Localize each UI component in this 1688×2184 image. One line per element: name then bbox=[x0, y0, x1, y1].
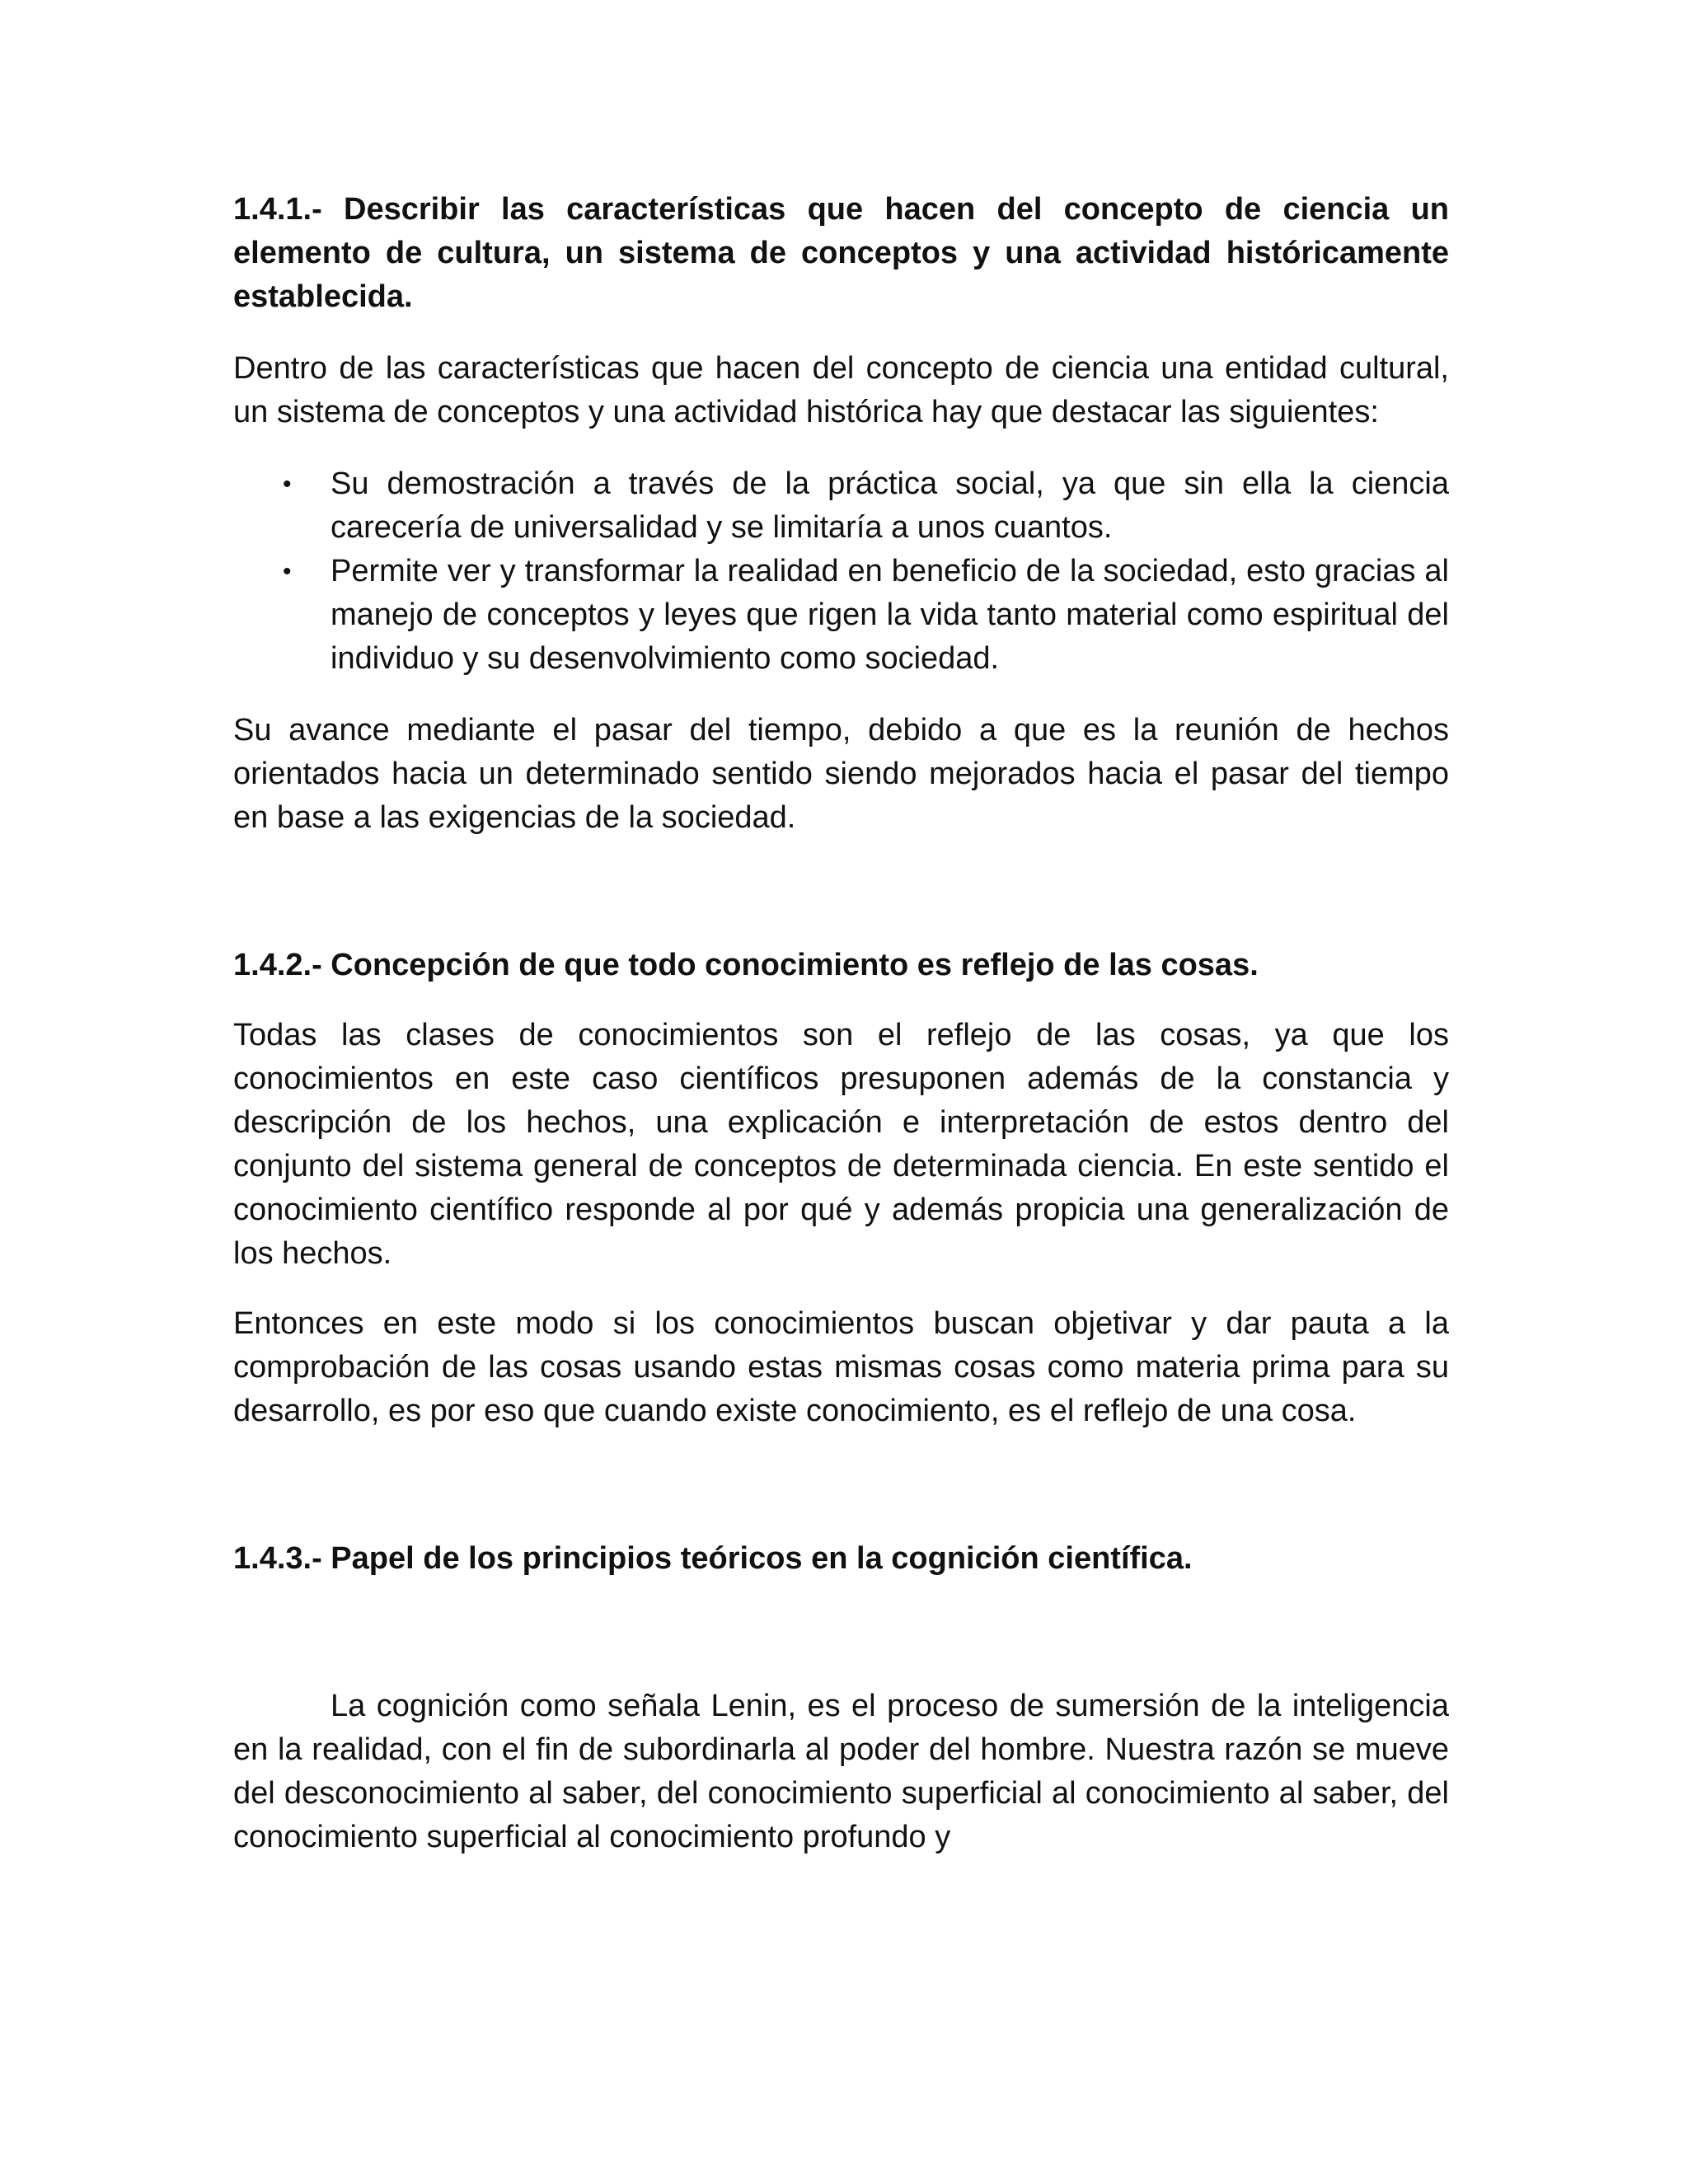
section-2-paragraph-1: Todas las clases de conocimientos son el reflejo de las cosas, ya que los conocimientos en este caso científicos presuponen además de la constancia y descripción de los hechos, una explicación e interpretación de estos dentro del conjunto del sistema general de conceptos de determinada ciencia. En este sentido el conocimiento científico responde al por qué y además propicia una generalización de los hechos. bbox=[233, 1018, 1449, 1271]
section-heading-1-4-2: 1.4.2.- Concepción de que todo conocimiento es reflejo de las cosas. bbox=[233, 948, 1259, 982]
characteristics-list bbox=[233, 462, 1449, 681]
bullet-icon: • bbox=[283, 558, 292, 585]
list-item-text: Permite ver y transformar la realidad en beneficio de la sociedad, esto gracias al manejo de conceptos y leyes que rigen la vida tanto material como espiritual del individuo y su desenvolvimiento como sociedad. bbox=[331, 554, 1449, 676]
section-1-closing-paragraph: Su avance mediante el pasar del tiempo, debido a que es la reunión de hechos orientados hacia un determinado sentido siendo mejorados hacia el pasar del tiempo en base a las exigencias de la sociedad. bbox=[233, 713, 1449, 835]
list-item bbox=[233, 550, 1449, 681]
section-heading-1-4-3: 1.4.3.- Papel de los principios teóricos en la cognición científica. bbox=[233, 1541, 1193, 1576]
section-1-intro-paragraph: Dentro de las características que hacen del concepto de ciencia una entidad cultural, un sistema de conceptos y una actividad histórica hay que destacar las siguientes: bbox=[233, 351, 1449, 429]
section-heading-1-4-1: 1.4.1.- Describir las características que hacen del concepto de ciencia un elemento de cultura, un sistema de conceptos y una actividad históricamente establecida. bbox=[233, 192, 1449, 314]
list-item-text: Su demostración a través de la práctica social, ya que sin ella la ciencia carecería de universalidad y se limitaría a unos cuantos. bbox=[331, 466, 1449, 545]
list-item bbox=[233, 462, 1449, 550]
section-3-paragraph-1: La cognición como señala Lenin, es el proceso de sumersión de la inteligencia en la realidad, con el fin de subordinarla al poder del hombre. Nuestra razón se mueve del desconocimiento al saber, del conocimiento superficial al conocimiento al saber, del conocimiento superficial al conocimiento profundo y bbox=[233, 1689, 1449, 1854]
section-2-paragraph-2: Entonces en este modo si los conocimientos buscan objetivar y dar pauta a la comprobación de las cosas usando estas mismas cosas como materia prima para su desarrollo, es por eso que cuando existe conocimiento, es el reflejo de una cosa. bbox=[233, 1306, 1449, 1428]
document-body bbox=[233, 188, 1449, 1859]
bullet-icon: • bbox=[283, 471, 292, 498]
